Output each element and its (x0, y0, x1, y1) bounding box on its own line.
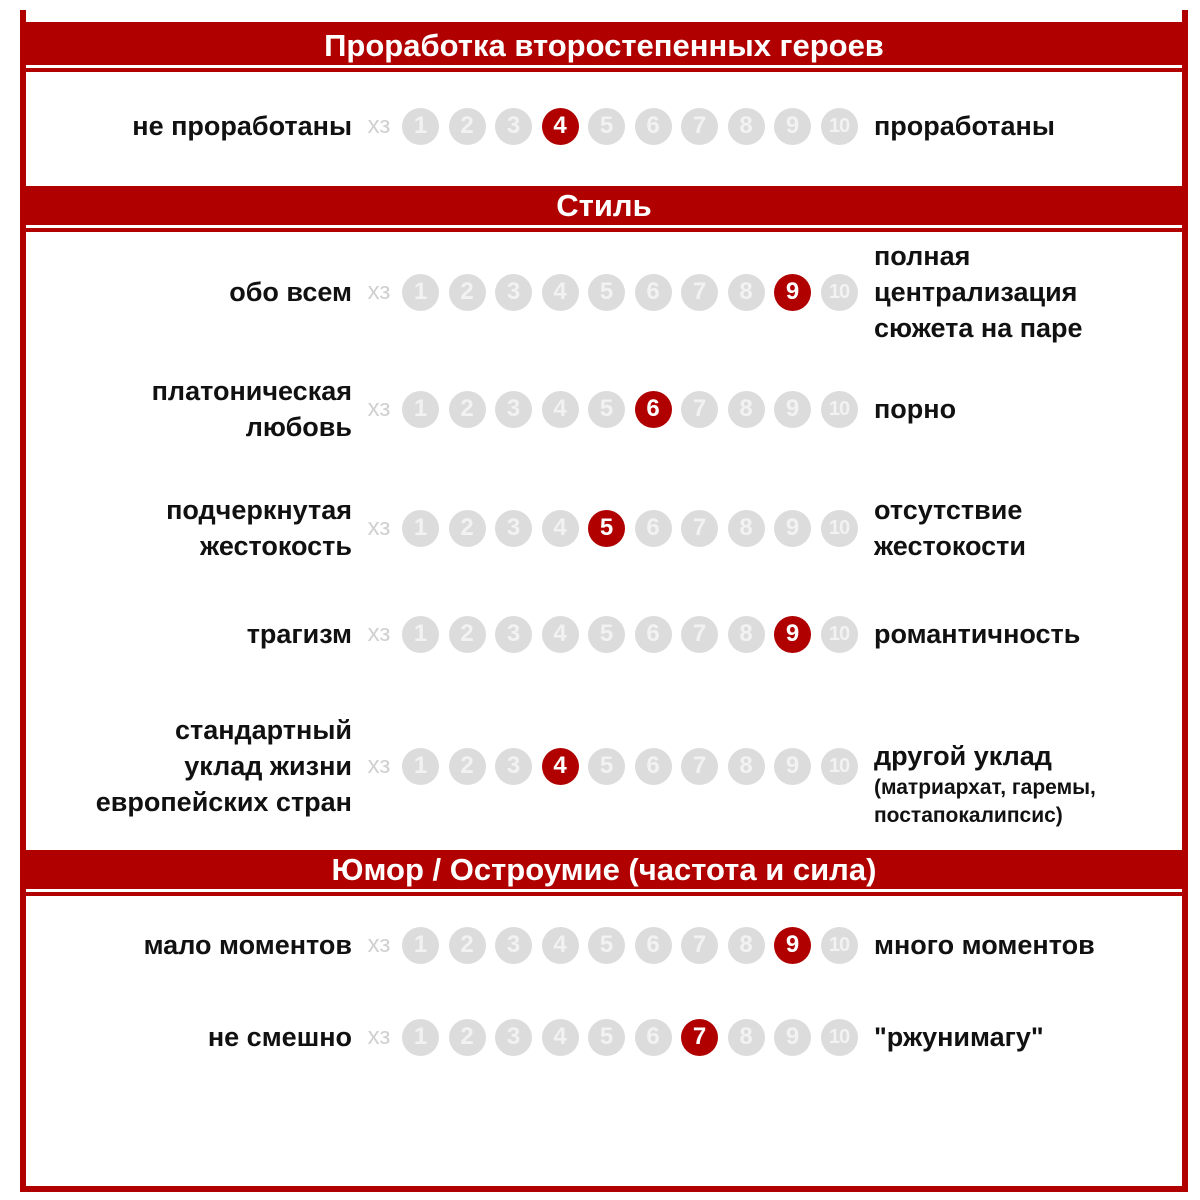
rating-option[interactable]: 5 (588, 108, 625, 145)
label-line: отсутствие (874, 495, 1023, 525)
rating-option-selected[interactable]: 9 (774, 274, 811, 311)
rating-scale (358, 1017, 867, 1057)
rating-option[interactable]: 4 (542, 1019, 579, 1056)
rating-option[interactable]: 6 (635, 1019, 672, 1056)
rating-scale (358, 746, 867, 786)
scale-left-label (229, 274, 352, 310)
rating-option[interactable]: 7 (681, 748, 718, 785)
rating-scale (358, 925, 867, 965)
rating-option[interactable]: 9 (774, 108, 811, 145)
rating-option[interactable]: 1 (402, 748, 439, 785)
rating-scale (358, 508, 867, 548)
scale-right-label (874, 108, 1055, 144)
rating-option[interactable]: 2 (449, 510, 486, 547)
label-line: "ржунимагу" (874, 1022, 1044, 1052)
label-line: платоническая (151, 376, 352, 406)
label-line: жестокость (200, 531, 352, 561)
rating-option[interactable]: 1 (402, 391, 439, 428)
unknown-option[interactable]: хз (367, 514, 391, 541)
rating-option[interactable]: 9 (774, 510, 811, 547)
rating-option[interactable]: 10 (821, 274, 858, 311)
rating-option[interactable]: 10 (821, 108, 858, 145)
label-line: уклад жизни (184, 751, 352, 781)
rating-option-selected[interactable]: 9 (774, 927, 811, 964)
rating-option[interactable]: 2 (449, 391, 486, 428)
unknown-option[interactable]: хз (367, 752, 391, 779)
header-rule (26, 889, 1182, 892)
rating-option[interactable]: 8 (728, 391, 765, 428)
rating-option[interactable]: 3 (495, 748, 532, 785)
label-line: обо всем (229, 277, 352, 307)
rating-option[interactable]: 2 (449, 108, 486, 145)
rating-option[interactable]: 3 (495, 1019, 532, 1056)
label-line: жестокости (874, 531, 1026, 561)
rating-option[interactable]: 10 (821, 1019, 858, 1056)
rating-option[interactable]: 5 (588, 1019, 625, 1056)
rating-option[interactable]: 9 (774, 1019, 811, 1056)
rating-option[interactable]: 10 (821, 748, 858, 785)
rating-scale (358, 614, 867, 654)
rating-option[interactable]: 6 (635, 927, 672, 964)
rating-option[interactable]: 1 (402, 1019, 439, 1056)
rating-option[interactable]: 7 (681, 927, 718, 964)
scale-right-label (874, 738, 1096, 830)
rating-option-selected[interactable]: 5 (588, 510, 625, 547)
rating-option[interactable]: 1 (402, 510, 439, 547)
scale-right-label (874, 927, 1095, 963)
rating-option[interactable]: 3 (495, 927, 532, 964)
rating-option[interactable]: 7 (681, 510, 718, 547)
rating-option[interactable]: 7 (681, 108, 718, 145)
scale-right-label (874, 391, 956, 427)
rating-option[interactable]: 4 (542, 616, 579, 653)
label-line: не проработаны (132, 111, 352, 141)
rating-option[interactable]: 3 (495, 391, 532, 428)
rating-option[interactable]: 1 (402, 927, 439, 964)
rating-option-selected[interactable]: 4 (542, 108, 579, 145)
rating-option[interactable]: 4 (542, 274, 579, 311)
rating-option[interactable]: 4 (542, 510, 579, 547)
label-line: порно (874, 394, 957, 424)
rating-option-selected[interactable]: 9 (774, 616, 811, 653)
rating-option-selected[interactable]: 6 (635, 391, 672, 428)
rating-option[interactable]: 1 (402, 616, 439, 653)
label-subline: (матриархат, гаремы, (874, 776, 1096, 799)
rating-option[interactable]: 3 (495, 108, 532, 145)
label-line: другой уклад (874, 741, 1052, 771)
scale-left-label (208, 1019, 352, 1055)
label-line: стандартный (174, 715, 352, 745)
rating-option[interactable]: 7 (681, 616, 718, 653)
section-title: Проработка второстепенных героев (324, 28, 884, 63)
scale-right-label (874, 1019, 1044, 1055)
unknown-option[interactable]: хз (367, 112, 391, 139)
rating-option[interactable]: 8 (728, 748, 765, 785)
rating-option[interactable]: 5 (588, 748, 625, 785)
scale-right-label (874, 238, 1083, 346)
rating-option[interactable]: 10 (821, 616, 858, 653)
rating-option[interactable]: 7 (681, 274, 718, 311)
rating-option[interactable]: 10 (821, 927, 858, 964)
section-header (20, 22, 1188, 72)
unknown-option[interactable]: хз (367, 395, 391, 422)
rating-option[interactable]: 6 (635, 748, 672, 785)
rating-option[interactable]: 5 (588, 274, 625, 311)
label-line: сюжета на паре (874, 313, 1083, 343)
scale-left-label (144, 927, 352, 963)
rating-option[interactable]: 2 (449, 616, 486, 653)
scale-left-label (247, 616, 352, 652)
label-line: трагизм (246, 619, 352, 649)
rating-option[interactable]: 6 (635, 616, 672, 653)
rating-option[interactable]: 9 (774, 391, 811, 428)
rating-option-selected[interactable]: 4 (542, 748, 579, 785)
rating-option[interactable]: 8 (728, 1019, 765, 1056)
rating-option[interactable]: 4 (542, 391, 579, 428)
section-header (20, 846, 1188, 896)
rating-option[interactable]: 2 (449, 748, 486, 785)
rating-option[interactable]: 6 (635, 274, 672, 311)
scale-left-label (166, 492, 352, 564)
rating-option[interactable]: 8 (728, 510, 765, 547)
rating-option[interactable]: 8 (728, 616, 765, 653)
unknown-option[interactable]: хз (367, 1023, 391, 1050)
rating-scale (358, 106, 867, 146)
rating-option[interactable]: 5 (588, 927, 625, 964)
rating-option[interactable]: 8 (728, 927, 765, 964)
section-title: Юмор / Остроумие (частота и сила) (331, 852, 877, 887)
rating-option[interactable]: 2 (449, 1019, 486, 1056)
rating-option[interactable]: 6 (635, 108, 672, 145)
label-line: европейских стран (95, 787, 352, 817)
rating-option[interactable]: 5 (588, 391, 625, 428)
label-line: подчеркнутая (166, 495, 352, 525)
section-header (20, 182, 1188, 232)
unknown-option[interactable]: хз (367, 278, 391, 305)
rating-option[interactable]: 1 (402, 274, 439, 311)
header-rule (26, 846, 1182, 850)
rating-option[interactable]: 2 (449, 927, 486, 964)
unknown-option[interactable]: хз (367, 620, 391, 647)
label-line: полная (874, 241, 971, 271)
rating-option[interactable]: 3 (495, 616, 532, 653)
rating-option[interactable]: 2 (449, 274, 486, 311)
rating-option[interactable]: 5 (588, 616, 625, 653)
rating-scale (358, 389, 867, 429)
rating-option[interactable]: 8 (728, 108, 765, 145)
rating-option[interactable]: 9 (774, 748, 811, 785)
label-line: централизация (874, 277, 1078, 307)
rating-option[interactable]: 3 (495, 274, 532, 311)
label-line: проработаны (874, 111, 1055, 141)
rating-option-selected[interactable]: 7 (681, 1019, 718, 1056)
header-rule (26, 225, 1182, 228)
scale-right-label (874, 492, 1026, 564)
label-line: романтичность (874, 619, 1081, 649)
rating-option[interactable]: 7 (681, 391, 718, 428)
rating-option[interactable]: 4 (542, 927, 579, 964)
scale-right-label (874, 616, 1080, 652)
rating-option[interactable]: 1 (402, 108, 439, 145)
rating-option[interactable]: 3 (495, 510, 532, 547)
scale-left-label (132, 108, 352, 144)
label-line: мало моментов (143, 930, 352, 960)
rating-option[interactable]: 10 (821, 510, 858, 547)
label-line: много моментов (874, 930, 1095, 960)
scale-left-label (152, 373, 352, 445)
header-rule (26, 65, 1182, 68)
rating-option[interactable]: 6 (635, 510, 672, 547)
scale-left-label (96, 712, 352, 820)
header-rule (26, 182, 1182, 186)
label-subline: постапокалипсис) (874, 804, 1063, 827)
section-title: Стиль (556, 188, 652, 223)
label-line: не смешно (207, 1022, 352, 1052)
label-line: любовь (245, 412, 352, 442)
rating-scale (358, 272, 867, 312)
unknown-option[interactable]: хз (367, 931, 391, 958)
rating-option[interactable]: 8 (728, 274, 765, 311)
rating-option[interactable]: 10 (821, 391, 858, 428)
